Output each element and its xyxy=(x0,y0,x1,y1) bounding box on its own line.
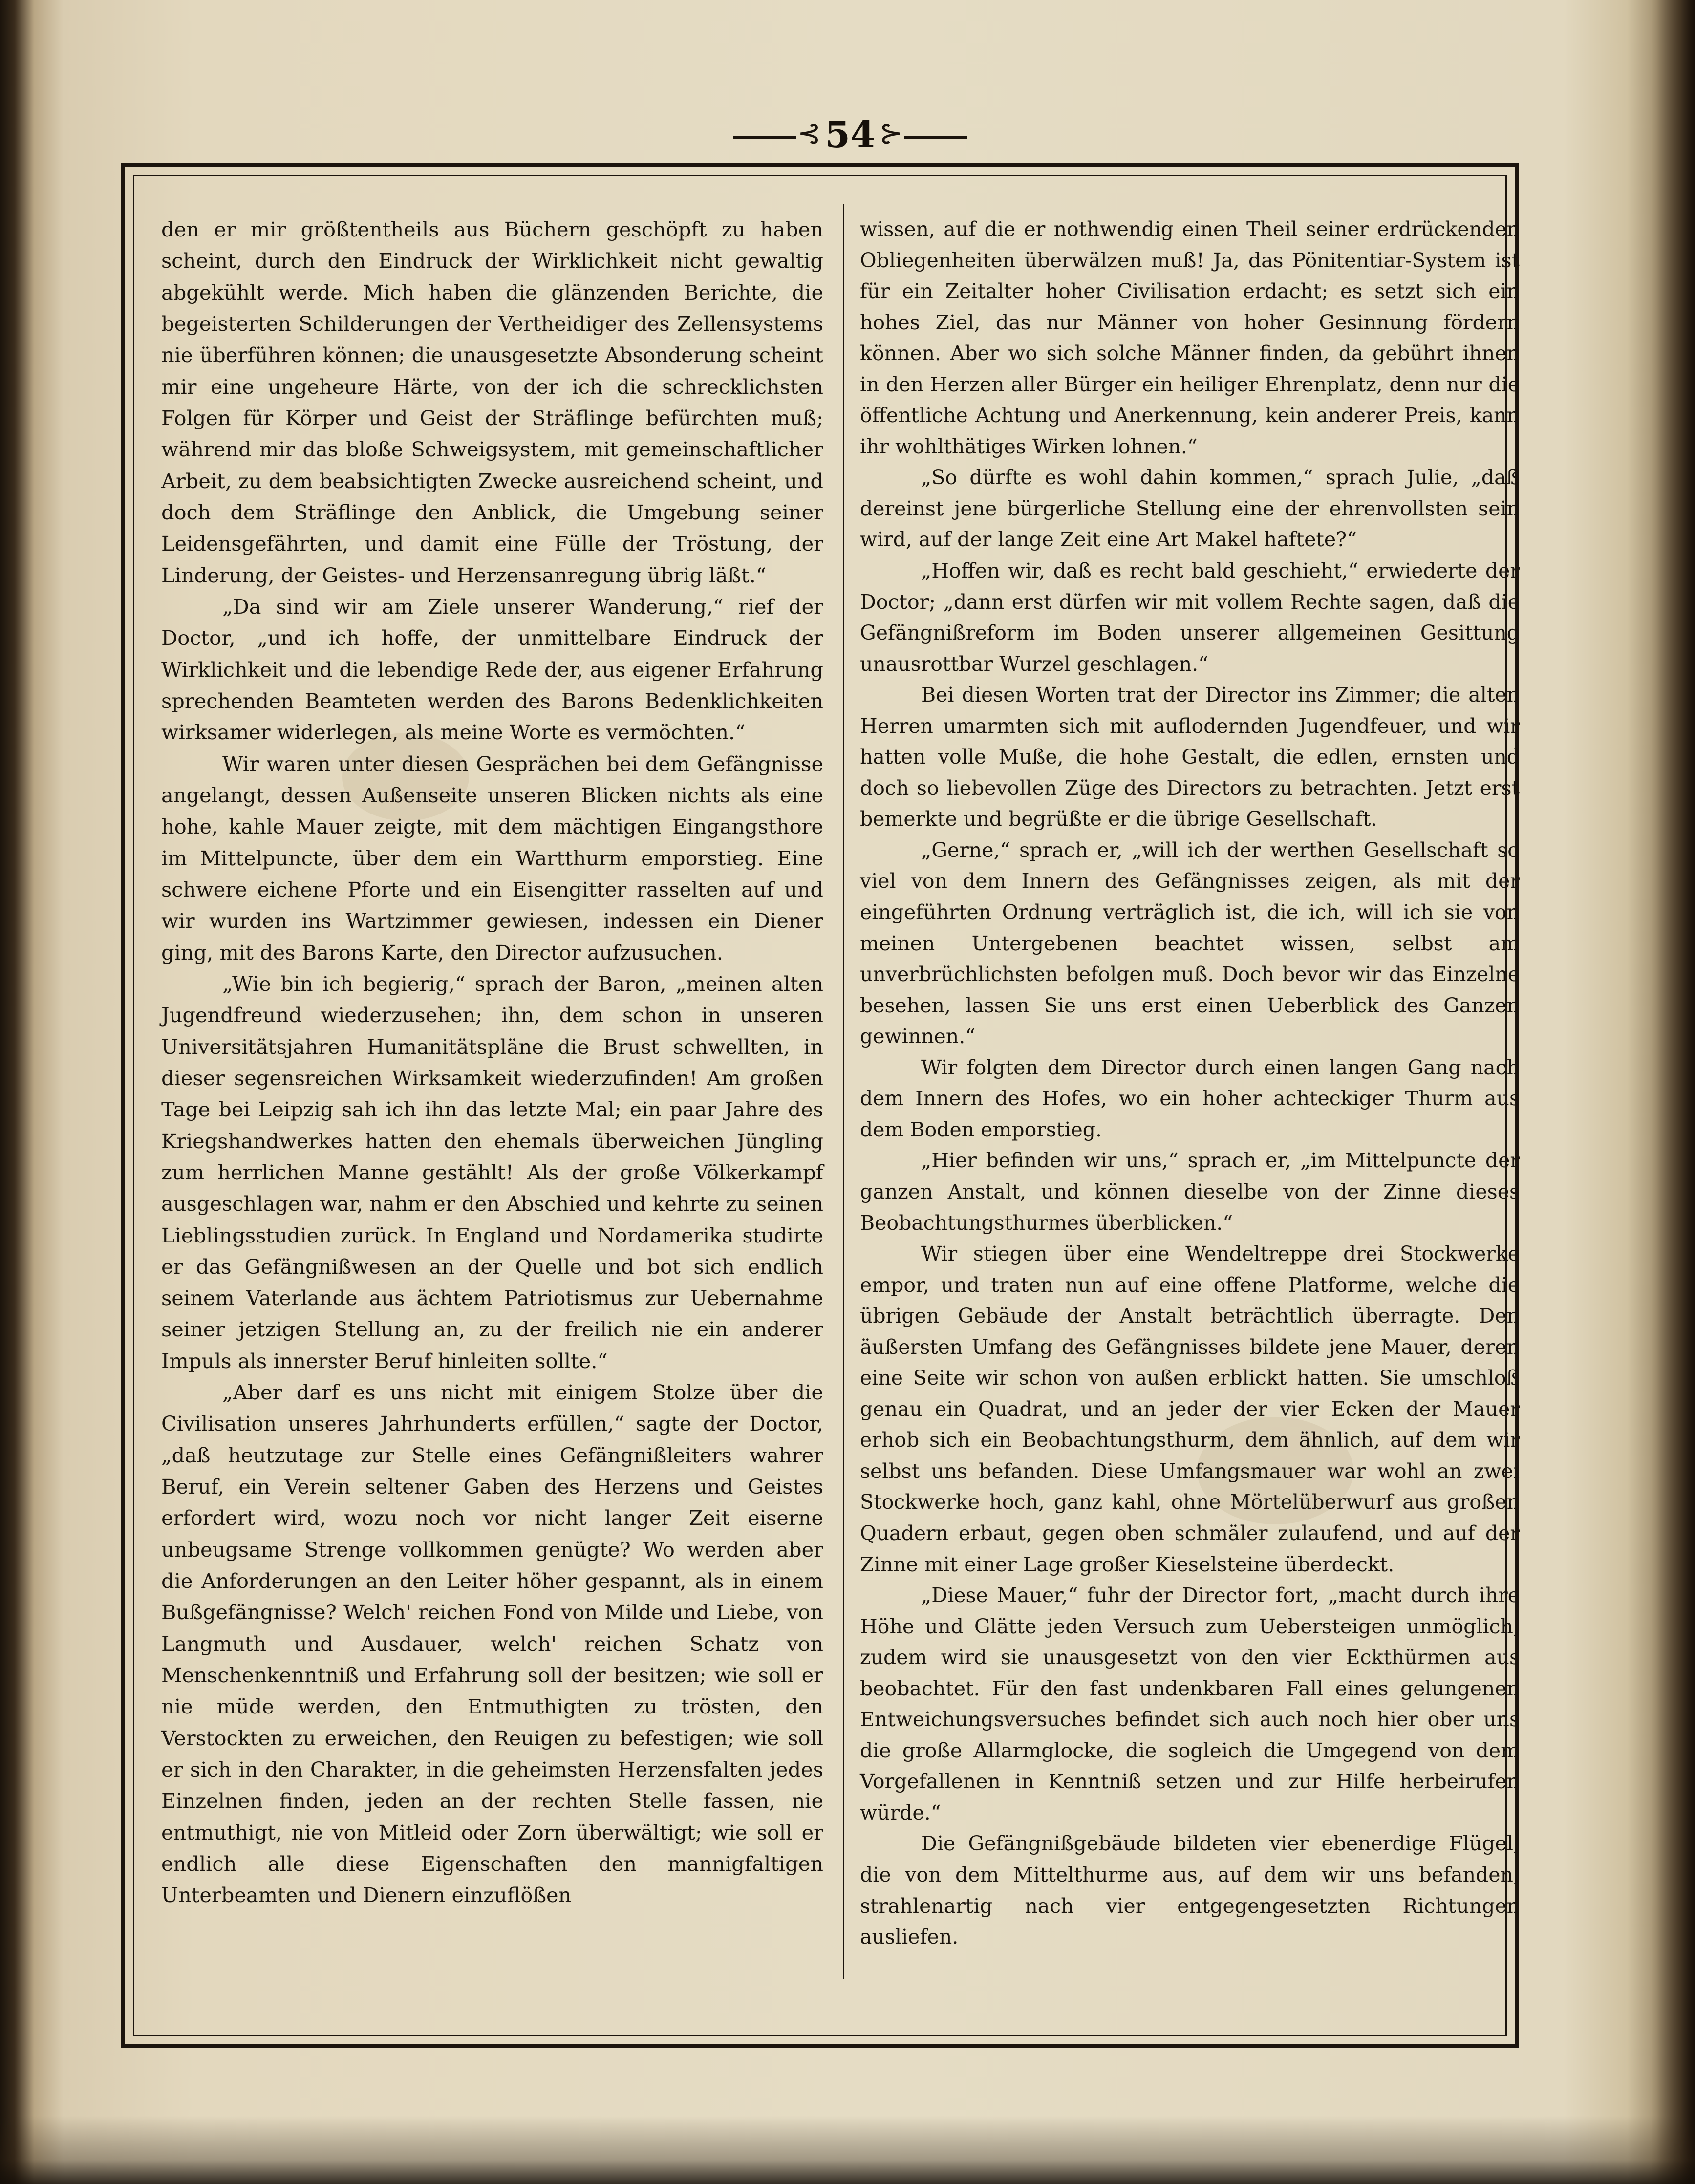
paragraph: Wir folgten dem Director durch einen langen Gang nach dem Innern des Hofes, wo ein hoher achteckiger Thurm aus dem Boden emporstieg. xyxy=(860,1055,1520,1141)
ornament-left-icon: ⊰ xyxy=(797,116,821,150)
paragraph: „So dürfte es wohl dahin kommen,“ sprach Julie, „daß dereinst jene bürgerliche Stellung eine der ehrenvollsten sein wird, auf der lange Zeit eine Art Makel haftete?“ xyxy=(860,466,1520,552)
column-divider xyxy=(843,204,844,1979)
page-number: 54 xyxy=(825,114,876,156)
paragraph: „Hier befinden wir uns,“ sprach er, „im Mittelpuncte der ganzen Anstalt, und können dieselbe von der Zinne dieses Beobachtungsthurmes überblicken.“ xyxy=(860,1149,1520,1235)
left-column xyxy=(161,214,823,1911)
page-header xyxy=(733,110,967,164)
paragraph: „Aber darf es uns nicht mit einigem Stolze über die Civilisation unseres Jahrhunderts erfüllen,“ sagte der Doctor, „daß heutzutage zur Stelle eines Gefängnißleiters wahrer Beruf, ein Verein seltener Gaben des Herzens und Geistes erfordert wird, wozu noch vor nicht langer Zeit eiserne unbeugsame Strenge vollkommen genügte? Wo werden aber die Anforderungen an den Leiter höher gespannt, als in einem Bußgefängnisse? Welch' reichen Fond von Milde und Liebe, von Langmuth und Ausdauer, welch' reichen Schatz von Menschenkenntniß und Erfahrung soll der besitzen; wie soll er nie müde werden, den Entmuthigten zu trösten, den Verstockten zu erweichen, den Reuigen zu befestigen; wie soll er sich in den Charakter, in die geheimsten Herzensfalten jedes Einzelnen finden, jeden an der rechten Stelle fassen, nie entmuthigt, nie von Mitleid oder Zorn überwältigt; wie soll er endlich alle diese Eigenschaften den mannigfaltigen Unterbeamten und Dienern einzuflößen xyxy=(161,1380,823,1907)
page-bottom-shadow xyxy=(0,2116,1695,2184)
page-edge-shadow xyxy=(1627,0,1695,2184)
paragraph: „Hoffen wir, daß es recht bald geschieht,“ erwiederte der Doctor; „dann erst dürfen wir mit vollem Rechte sagen, daß die Gefängnißreform im Boden unserer allgemeinen Gesittung unausrottbar Wurzel geschlagen.“ xyxy=(860,559,1520,676)
right-column xyxy=(860,214,1520,1953)
paragraph: Wir stiegen über eine Wendeltreppe drei Stockwerke empor, und traten nun auf eine offene Platforme, welche die übrigen Gebäude der Anstalt beträchtlich überragte. Den äußersten Umfang des Gefängnisses bildete jene Mauer, deren eine Seite wir schon von außen erblickt hatten. Sie umschloß genau ein Quadrat, und an jeder der vier Ecken der Mauer erhob sich ein Beobachtungsthurm, dem ähnlich, auf dem wir selbst uns befanden. Diese Umfangsmauer war wohl an zwei Stockwerke hoch, ganz kahl, ohne Mörtelüberwurf aus großen Quadern erbaut, gegen oben schmäler zulaufend, und auf der Zinne mit einer Lage großer Kieselsteine überdeckt. xyxy=(860,1242,1520,1576)
paragraph: wissen, auf die er nothwendig einen Theil seiner erdrückenden Obliegenheiten überwälzen muß! Ja, das Pönitentiar-System ist für ein Zeitalter hoher Civilisation erdacht; es setzt sich ein hohes Ziel, das nur Männer von hoher Gesinnung fördern können. Aber wo sich solche Männer finden, da gebührt ihnen in den Herzen aller Bürger ein heiliger Ehrenplatz, denn nur die öffentliche Achtung und Anerkennung, kein anderer Preis, kann ihr wohlthätiges Wirken lohnen.“ xyxy=(860,217,1520,458)
ornament-right-icon: ⊱ xyxy=(879,116,903,150)
paragraph: „Da sind wir am Ziele unserer Wanderung,“ rief der Doctor, „und ich hoffe, der unmittelbare Eindruck der Wirklichkeit und die lebendige Rede der, aus eigener Erfahrung sprechenden Beamteten werden des Barons Bedenklichkeiten wirksamer widerlegen, als meine Worte es vermöchten.“ xyxy=(161,594,823,745)
header-rule-right xyxy=(904,136,967,139)
paragraph: den er mir größtentheils aus Büchern geschöpft zu haben scheint, durch den Eindruck der Wirklichkeit nicht gewaltig abgekühlt werde. Mich haben die glänzenden Berichte, die begeisterten Schilderungen der Vertheidiger des Zellensystems nie überführen können; die unausgesetzte Absonderung scheint mir eine ungeheure Härte, von der ich die schrecklichsten Folgen für Körper und Geist der Sträflinge befürchten muß; während mir das bloße Schweigsystem, mit gemeinschaftlicher Arbeit, zu dem beabsichtigten Zwecke ausreichend scheint, und doch dem Sträflinge den Anblick, die Umgebung seiner Leidensgefährten, und damit eine Fülle der Tröstung, der Linderung, der Geistes- und Herzensanregung übrig läßt.“ xyxy=(161,217,823,587)
paragraph: „Wie bin ich begierig,“ sprach der Baron, „meinen alten Jugendfreund wiederzusehen; ihn, dem schon in unseren Universitätsjahren Humanitätspläne die Brust schwellten, in dieser segensreichen Wirksamkeit wiederzufinden! Am großen Tage bei Leipzig sah ich ihn das letzte Mal; ein paar Jahre des Kriegshandwerkes hatten den ehemals überweichen Jüngling zum herrlichen Manne gestählt! Als der große Völkerkampf ausgeschlagen war, nahm er den Abschied und kehrte zu seinen Lieblingsstudien zurück. In England und Nordamerika studirte er das Gefängnißwesen an der Quelle und bot sich endlich seinem Vaterlande aus ächtem Patriotismus zur Uebernahme seiner jetzigen Stellung an, zu der freilich nie ein anderer Impuls als innerster Beruf hinleiten sollte.“ xyxy=(161,971,823,1373)
paragraph: „Gerne,“ sprach er, „will ich der werthen Gesellschaft so viel von dem Innern des Gefängnisses zeigen, als mit der eingeführten Ordnung verträglich ist, die ich, will ich sie von meinen Untergebenen beachtet wissen, selbst am unverbrüchlichsten befolgen muß. Doch bevor wir das Einzelne besehen, lassen Sie uns erst einen Ueberblick des Ganzen gewinnen.“ xyxy=(860,838,1520,1049)
paragraph: Wir waren unter diesen Gesprächen bei dem Gefängnisse angelangt, dessen Außenseite unseren Blicken nichts als eine hohe, kahle Mauer zeigte, mit dem mächtigen Eingangsthore im Mittelpuncte, über dem ein Wartthurm emporstieg. Eine schwere eichene Pforte und ein Eisengitter rasselten auf und wir wurden ins Wartzimmer gewiesen, indessen ein Diener ging, mit des Barons Karte, den Director aufzusuchen. xyxy=(161,751,823,964)
paragraph: „Diese Mauer,“ fuhr der Director fort, „macht durch ihre Höhe und Glätte jeden Versuch zum Uebersteigen unmöglich, zudem wird sie unausgesetzt von den vier Eckthürmen aus beobachtet. Für den fast undenkbaren Fall eines gelungenen Entweichungsversuches befindet sich auch noch hier ober uns die große Allarmglocke, die sogleich die Umgegend von dem Vorgefallenen in Kenntniß setzen und zur Hilfe herbeirufen würde.“ xyxy=(860,1584,1520,1824)
paragraph: Die Gefängnißgebäude bildeten vier ebenerdige Flügel, die von dem Mittelthurme aus, auf dem wir uns befanden, strahlenartig nach vier entgegengesetzten Richtungen ausliefen. xyxy=(860,1832,1520,1949)
paragraph: Bei diesen Worten trat der Director ins Zimmer; die alten Herren umarmten sich mit auflodernden Jugendfeuer, und wir hatten volle Muße, die hohe Gestalt, die edlen, ernsten und doch so liebevollen Züge des Directors zu betrachten. Jetzt erst bemerkte und begrüßte er die übrige Gesellschaft. xyxy=(860,683,1520,831)
